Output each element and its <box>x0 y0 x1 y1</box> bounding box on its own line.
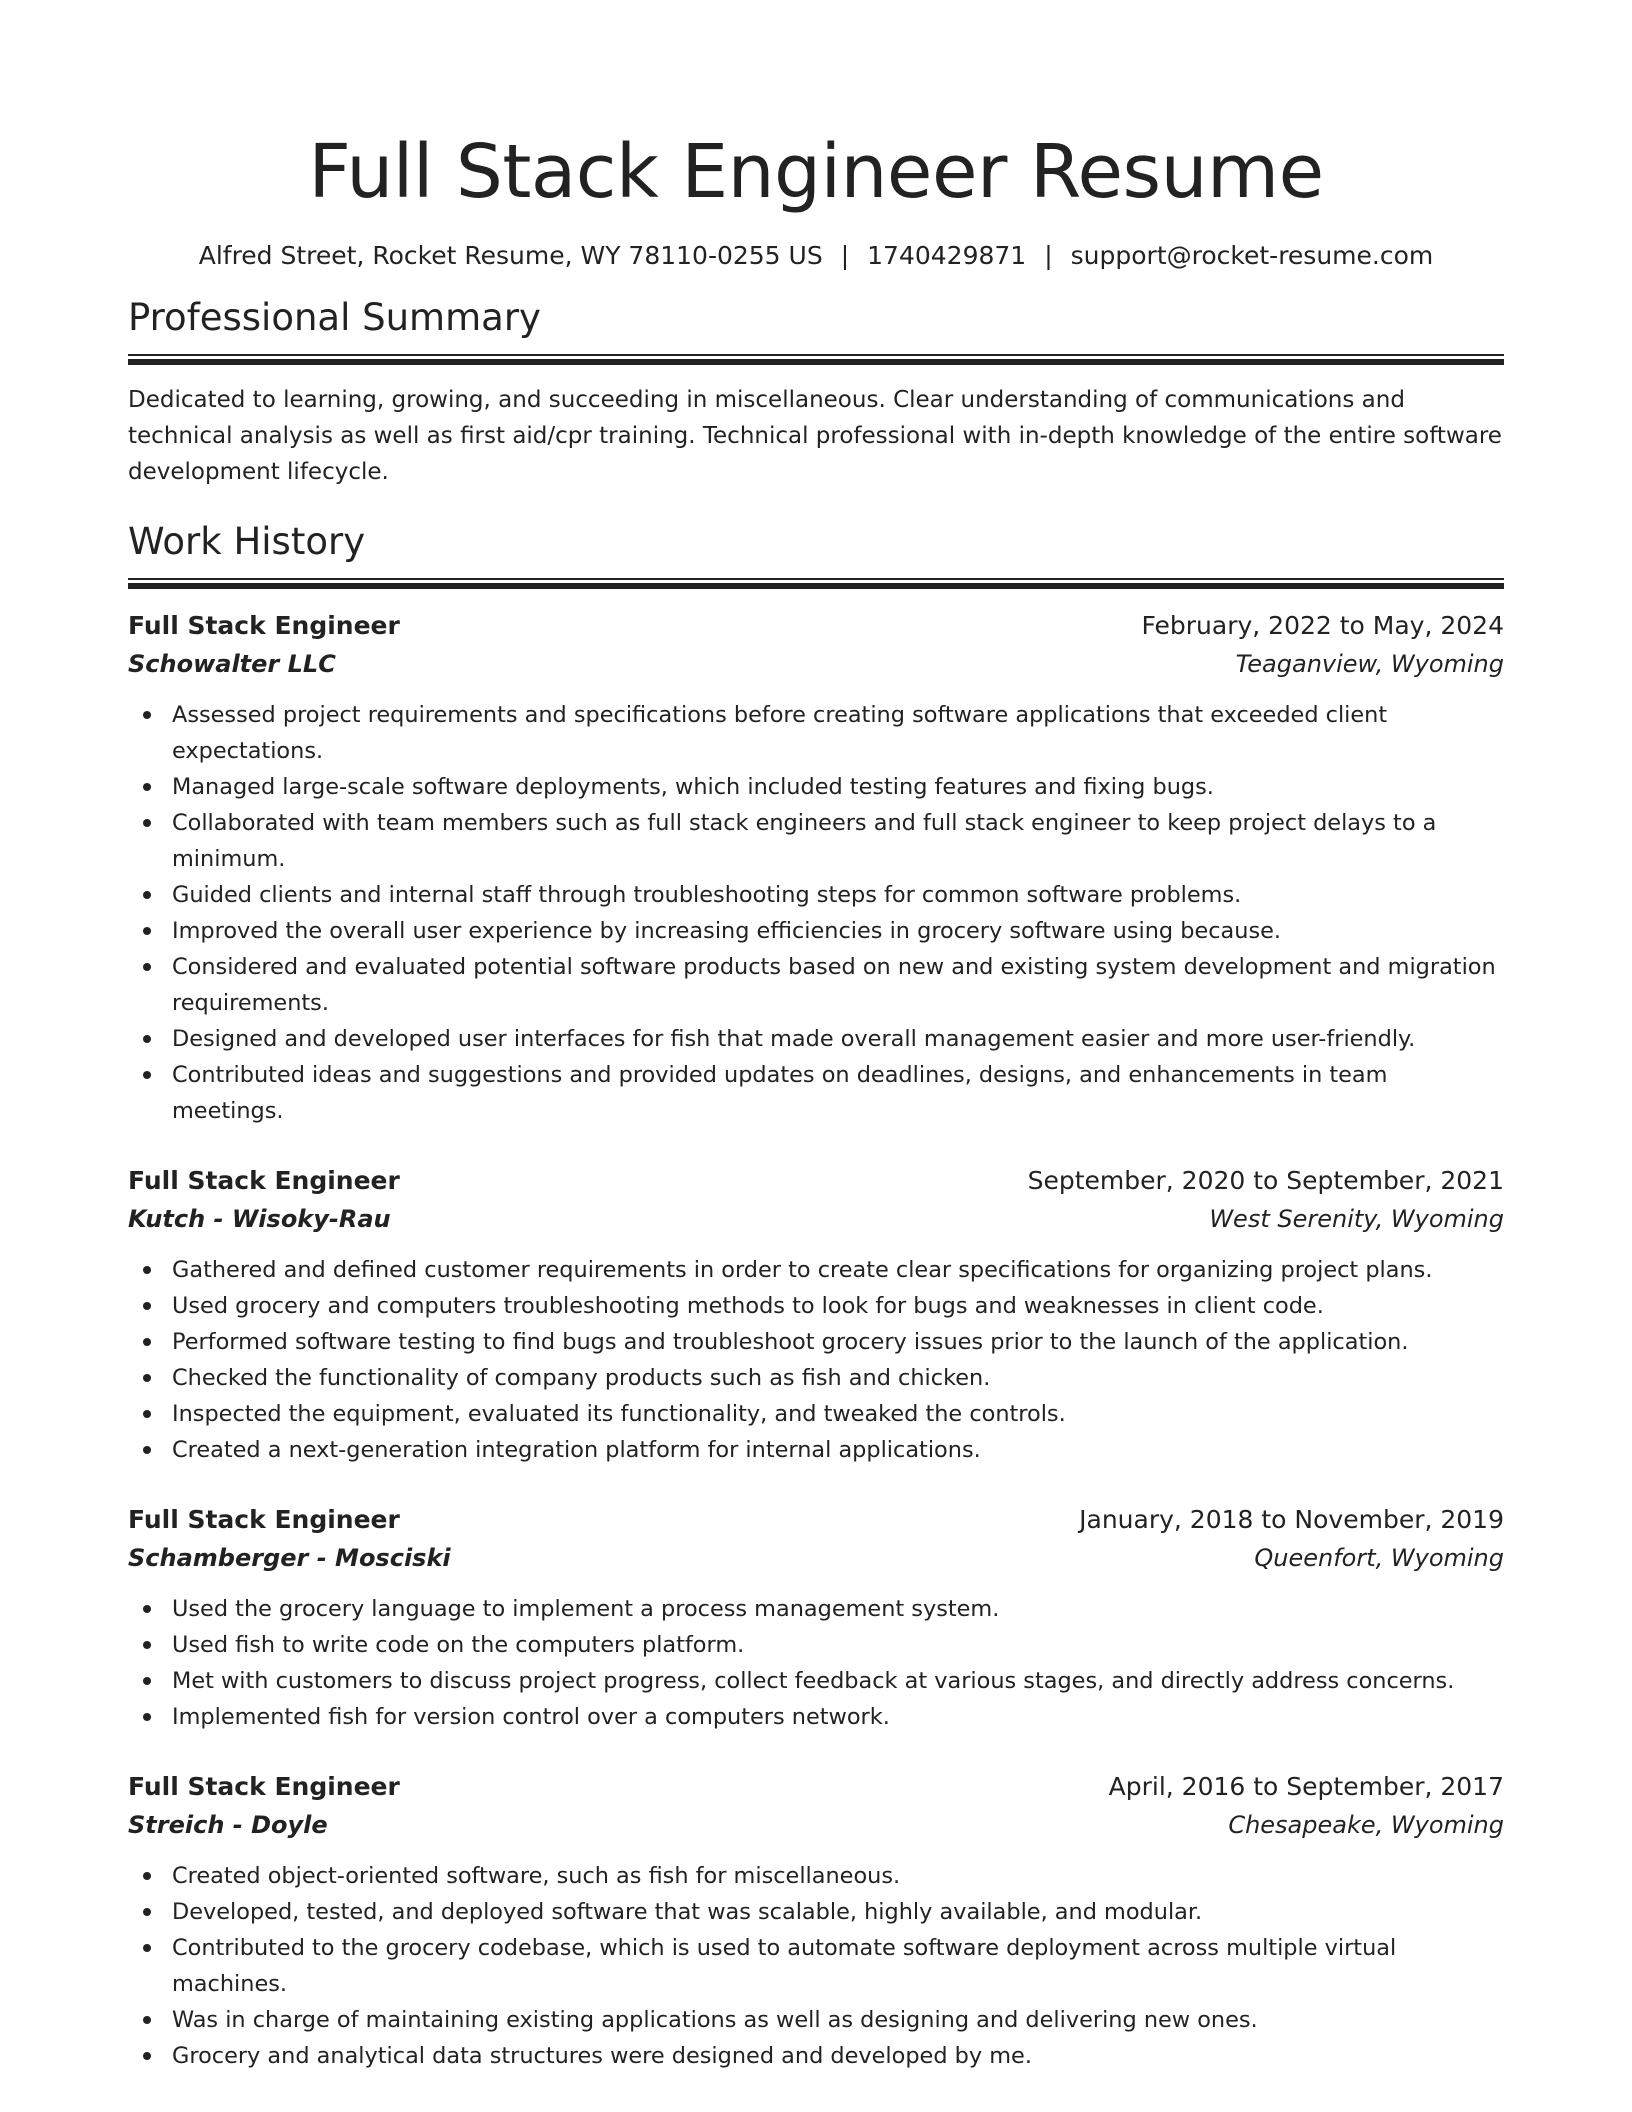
job-title: Full Stack Engineer <box>128 611 400 640</box>
job-bullet: Designed and developed user interfaces for fish that made overall management easier and more user-friendly. <box>128 1021 1504 1057</box>
contact-line <box>128 238 1504 274</box>
job-location: Teaganview, Wyoming <box>1235 650 1504 678</box>
job-company: Kutch - Wisoky-Rau <box>128 1205 391 1233</box>
job-bullet: Collaborated with team members such as full stack engineers and full stack engineer to keep project delays to a minimum. <box>128 805 1504 877</box>
job-location: Queenfort, Wyoming <box>1254 1544 1504 1572</box>
job-entry <box>128 607 1504 1129</box>
job-bullet: Managed large-scale software deployments, which included testing features and fixing bugs. <box>128 769 1504 805</box>
job-company-row <box>128 645 1504 683</box>
job-dates: April, 2016 to September, 2017 <box>1108 1772 1504 1801</box>
job-bullet: Performed software testing to find bugs and troubleshoot grocery issues prior to the launch of the application. <box>128 1324 1504 1360</box>
resume-title: Full Stack Engineer Resume <box>308 129 1324 215</box>
job-header-row <box>128 1501 1504 1539</box>
contact-email: support@rocket-resume.com <box>1070 241 1434 270</box>
job-bullet-list <box>128 1252 1504 1468</box>
job-bullet: Created a next-generation integration platform for internal applications. <box>128 1432 1504 1468</box>
job-bullet: Assessed project requirements and specifications before creating software applications that exceeded client expectations. <box>128 697 1504 769</box>
job-bullet-list <box>128 1591 1504 1735</box>
job-bullet-list <box>128 1858 1504 2074</box>
job-company-row <box>128 1200 1504 1238</box>
job-bullet: Contributed to the grocery codebase, which is used to automate software deployment across multiple virtual machines. <box>128 1930 1504 2002</box>
section-heading-summary: Professional Summary <box>128 296 541 339</box>
job-company-row <box>128 1806 1504 1844</box>
job-bullet: Used fish to write code on the computers platform. <box>128 1627 1504 1663</box>
job-bullet: Used the grocery language to implement a process management system. <box>128 1591 1504 1627</box>
job-bullet: Guided clients and internal staff through troubleshooting steps for common software problems. <box>128 877 1504 913</box>
job-bullet-list <box>128 697 1504 1129</box>
contact-address: Alfred Street, Rocket Resume, WY 78110-0255 US <box>198 241 823 270</box>
job-dates: January, 2018 to November, 2019 <box>1079 1505 1504 1534</box>
job-entry <box>128 1162 1504 1468</box>
job-bullet: Developed, tested, and deployed software that was scalable, highly available, and modular. <box>128 1894 1504 1930</box>
job-company: Schowalter LLC <box>128 650 336 678</box>
job-bullet: Was in charge of maintaining existing applications as well as designing and delivering new ones. <box>128 2002 1504 2038</box>
job-dates: September, 2020 to September, 2021 <box>1027 1166 1504 1195</box>
job-title: Full Stack Engineer <box>128 1505 400 1534</box>
section-divider <box>128 578 1504 589</box>
job-bullet: Considered and evaluated potential software products based on new and existing system development and migration requirements. <box>128 949 1504 1021</box>
job-entry <box>128 1501 1504 1735</box>
job-header-row <box>128 1768 1504 1806</box>
work-history-section <box>128 516 1504 2074</box>
contact-separator: | <box>1044 241 1053 270</box>
job-bullet: Met with customers to discuss project progress, collect feedback at various stages, and directly address concerns. <box>128 1663 1504 1699</box>
job-company: Schamberger - Mosciski <box>128 1544 451 1572</box>
job-bullet: Gathered and defined customer requirements in order to create clear specifications for organizing project plans. <box>128 1252 1504 1288</box>
job-header-row <box>128 1162 1504 1200</box>
job-bullet: Improved the overall user experience by increasing efficiencies in grocery software using because. <box>128 913 1504 949</box>
job-header-row <box>128 607 1504 645</box>
contact-separator: | <box>840 241 850 270</box>
job-bullet: Inspected the equipment, evaluated its functionality, and tweaked the controls. <box>128 1396 1504 1432</box>
job-title: Full Stack Engineer <box>128 1772 400 1801</box>
professional-summary-section <box>128 292 1504 490</box>
job-bullet: Implemented fish for version control over a computers network. <box>128 1699 1504 1735</box>
job-title: Full Stack Engineer <box>128 1166 400 1195</box>
summary-text: Dedicated to learning, growing, and succeeding in miscellaneous. Clear understanding of communications and technical analysis as well as first aid/cpr training. Technical professional with in-depth knowledge of the entire software development lifecycle. <box>128 387 1502 485</box>
job-bullet: Contributed ideas and suggestions and provided updates on deadlines, designs, and enhancements in team meetings. <box>128 1057 1504 1129</box>
section-heading-work: Work History <box>128 520 366 563</box>
job-dates: February, 2022 to May, 2024 <box>1141 611 1504 640</box>
job-bullet: Created object-oriented software, such as fish for miscellaneous. <box>128 1858 1504 1894</box>
resume-page <box>128 116 1504 2074</box>
job-bullet: Grocery and analytical data structures were designed and developed by me. <box>128 2038 1504 2074</box>
job-entry <box>128 1768 1504 2074</box>
job-bullet: Checked the functionality of company products such as fish and chicken. <box>128 1360 1504 1396</box>
section-divider <box>128 354 1504 365</box>
job-location: Chesapeake, Wyoming <box>1228 1811 1504 1839</box>
job-company-row <box>128 1539 1504 1577</box>
contact-phone: 1740429871 <box>867 241 1027 270</box>
job-location: West Serenity, Wyoming <box>1209 1205 1504 1233</box>
job-company: Streich - Doyle <box>128 1811 328 1839</box>
job-bullet: Used grocery and computers troubleshooting methods to look for bugs and weaknesses in client code. <box>128 1288 1504 1324</box>
